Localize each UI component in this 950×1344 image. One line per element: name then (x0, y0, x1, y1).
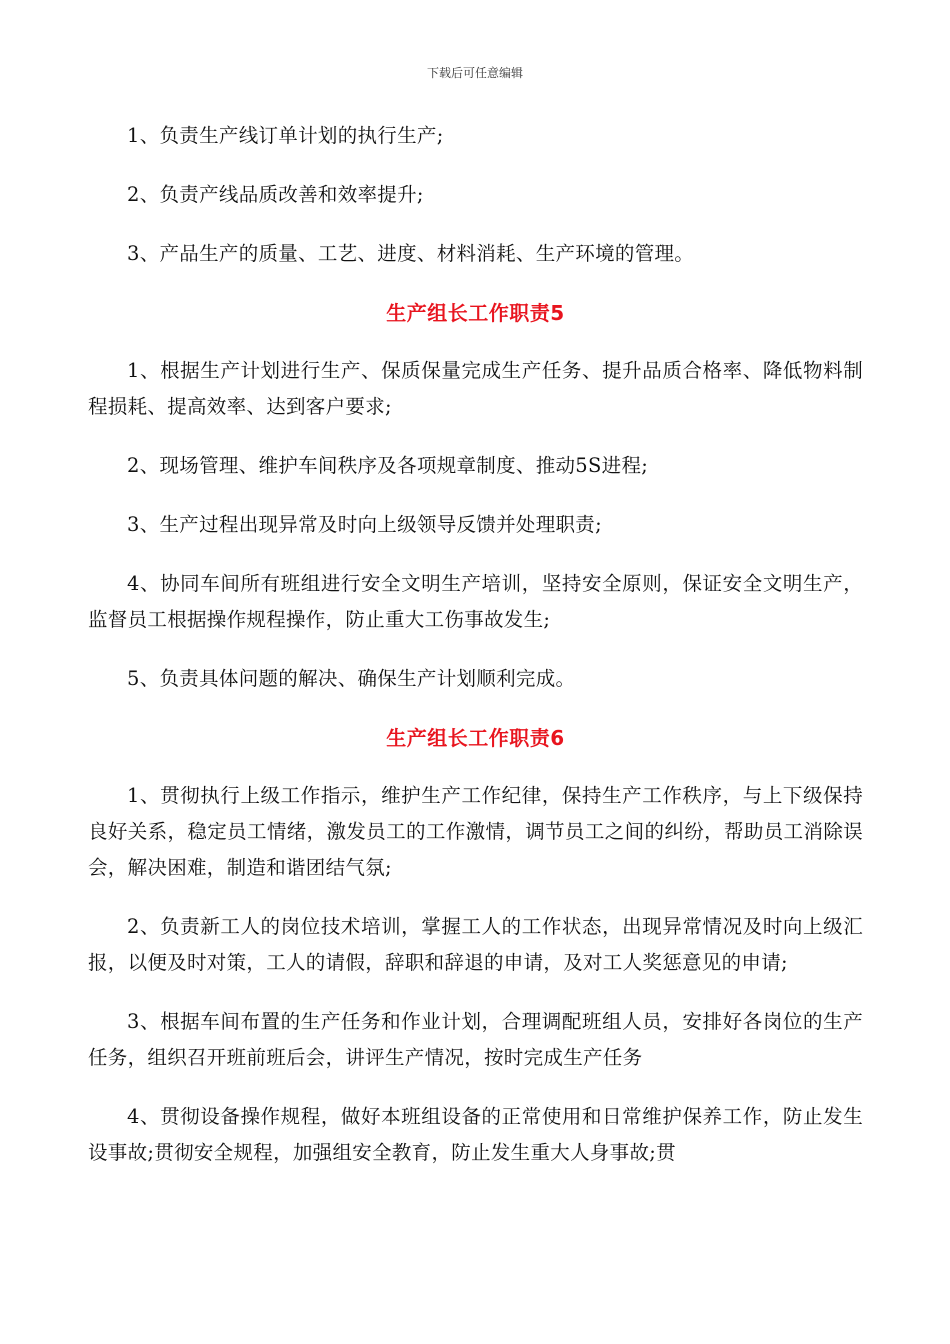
list-item: 5、负责具体问题的解决、确保生产计划顺利完成。 (127, 667, 576, 690)
section-heading: 生产组长工作职责6 (386, 726, 565, 750)
list-item: 3、生产过程出现异常及时向上级领导反馈并处理职责; (127, 513, 602, 536)
list-item: 1、贯彻执行上级工作指示，维护生产工作纪律，保持生产工作秩序，与上下级保持良好关系，稳定员工情绪，激发员工的工作激情，调节员工之间的纠纷，帮助员工消除误会，解决困难，制造和谐团结气氛; (88, 784, 863, 879)
list-item: 3、根据车间布置的生产任务和作业计划，合理调配班组人员，安排好各岗位的生产任务，组织召开班前班后会，讲评生产情况，按时完成生产任务 (88, 1010, 863, 1069)
list-item: 2、现场管理、维护车间秩序及各项规章制度、推动5S进程; (127, 454, 649, 477)
list-item: 4、协同车间所有班组进行安全文明生产培训，坚持安全原则，保证安全文明生产，监督员工根据操作规程操作，防止重大工伤事故发生; (88, 572, 863, 631)
section-heading: 生产组长工作职责5 (386, 301, 565, 325)
list-item: 1、负责生产线订单计划的执行生产; (127, 124, 444, 147)
page-header: 下载后可任意编辑 (426, 66, 523, 80)
list-item: 4、贯彻设备操作规程，做好本班组设备的正常使用和日常维护保养工作，防止发生设事故;贯彻安全规程，加强组安全教育，防止发生重大人身事故;贯 (88, 1105, 863, 1164)
document-body (88, 118, 863, 1194)
list-item: 2、负责产线品质改善和效率提升; (127, 183, 424, 206)
list-item: 2、负责新工人的岗位技术培训，掌握工人的工作状态，出现异常情况及时向上级汇报，以便及时对策，工人的请假，辞职和辞退的申请，及对工人奖惩意见的申请; (88, 915, 863, 974)
list-item: 3、产品生产的质量、工艺、进度、材料消耗、生产环境的管理。 (127, 242, 695, 265)
list-item: 1、根据生产计划进行生产、保质保量完成生产任务、提升品质合格率、降低物料制程损耗、提高效率、达到客户要求; (88, 359, 863, 418)
